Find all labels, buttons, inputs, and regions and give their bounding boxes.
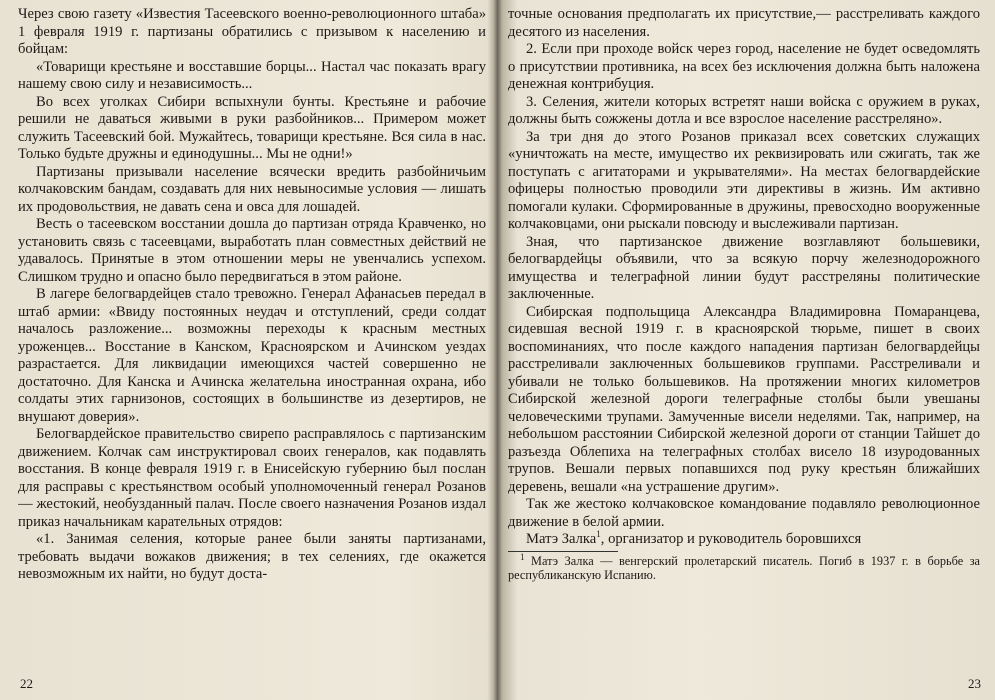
paragraph-tail: , организатор и руководитель боровшихся [600, 531, 862, 547]
paragraph [508, 531, 980, 549]
paragraph-start: Матэ Залка [526, 531, 597, 547]
footnote-text: Матэ Залка — венгерский пролетарский писатель. Погиб в 1937 г. в борьбе за республиканскую Испанию. [508, 553, 980, 582]
paragraph: Зная, что партизанское движение возглавляют большевики, белогвардейцы объявили, что за всякую порчу железнодорожного имущества и телеграфной линии будут расстреляны политические заключенные. [508, 233, 980, 302]
paragraph: За три дня до этого Розанов приказал всех советских служащих «уничтожать на месте, имущество их реквизировать или сжигать, так же поступать с агитаторами и укрывателями». На местах белогвардейские офицеры полностью проводили эти директивы в жизнь. Им активно помогали кулаки. Сформированные в дружины, превосходно вооруженные колчаковцами, они рыскали повсюду и выслеживали партизан. [508, 128, 980, 232]
page-number-left: 22 [20, 676, 33, 691]
page-number-right: 23 [968, 676, 981, 691]
paragraph: 2. Если при проходе войск через город, население не будет осведомлять о присутствии противника, на всех без исключения должна быть наложена денежная контрибуция. [508, 41, 980, 92]
paragraph: точные основания предполагать их присутствие,— расстреливать каждого десятого из населения. [508, 6, 980, 40]
footnote-number: 1 [520, 551, 525, 562]
paragraph: «1. Занимая селения, которые ранее были заняты партизанами, требовать выдачи вожаков движения; в тех селениях, где окажется невозможным их найти, но будут доста- [18, 531, 486, 582]
paragraph: Белогвардейское правительство свирепо расправлялось с партизанским движением. Колчак сам инструктировал своих генералов, как подавлять восстания. В конце февраля 1919 г. в Енисейскую губернию был послан для расправы с крестьянством особый уполномоченный генерал Розанов — жестокий, необузданный палач. После своего назначения Розанов издал приказ начальникам карательных отрядов: [18, 426, 486, 530]
footnote-marker: 1 [596, 529, 601, 540]
paragraph: Во всех уголках Сибири вспыхнули бунты. Крестьяне и рабочие решили не даваться живыми в руки разбойников... Примером может служить Тасеевский бой. Мужайтесь, товарищи крестьяне. Вся сила в нас. Только будьте дружны и единодушны... Мы не одни!» [18, 93, 486, 162]
paragraph: Весть о тасеевском восстании дошла до партизан отряда Кравченко, но установить связь с тасеевцами, выработать план совместных действий не удавалось. Принятые в этом отношении меры не увенчались успехом. Слишком трудно и опасно было передвигаться в этом районе. [18, 216, 486, 285]
paragraph: Так же жестоко колчаковское командование подавляло революционное движение в белой армии. [508, 496, 980, 530]
footnote [508, 551, 980, 582]
left-page [18, 6, 486, 696]
paragraph: В лагере белогвардейцев стало тревожно. Генерал Афанасьев передал в штаб армии: «Ввиду постоянных неудач и отступлений, среди солдат началось разложение... возможны переходы к красным местных уроженцев... Восстание в Канском, Красноярском и Ачинском уездах разрастается. Для ликвидации имеющихся частей совершенно не достаточно. Для Канска и Ачинска желательна иностранная охрана, ибо солдаты этих гарнизонов, состоящих в большинстве из дезертиров, не внушают доверия». [18, 286, 486, 425]
paragraph: 3. Селения, жители которых встретят наши войска с оружием в руках, должны быть сожжены дотла и все взрослое население расстреляно». [508, 93, 980, 127]
paragraph: Через свою газету «Известия Тасеевского военно-революционного штаба» 1 февраля 1919 г. партизаны обратились с призывом к населению и бойцам: [18, 6, 486, 57]
paragraph: «Товарищи крестьяне и восставшие борцы... Настал час показать врагу нашему свою силу и независимость... [18, 58, 486, 92]
paragraph: Сибирская подпольщица Александра Владимировна Помаранцева, сидевшая весной 1919 г. в красноярской тюрьме, пишет в своих воспоминаниях, что после каждого нападения партизан белогвардейцы расстреливали заключенных большевиков группами. Расстреливали и убивали не только большевиков. На протяжении многих километров Сибирской железной дороги телеграфные столбы были увешаны человеческими трупами. Замученные висели неделями. Так, например, на небольшом расстоянии Сибирской железной дороги от станции Тайшет до разъезда Облепиха на телеграфных столбах висело 18 изуродованных трупов. Вешали первых попавшихся под руку крестьян ближайших деревень, вешали «на устрашение другим». [508, 303, 980, 495]
paragraph: Партизаны призывали население всячески вредить разбойничьим колчаковским бандам, создавать для них невыносимые условия — лишать их продовольствия, не давать сена и овса для лошадей. [18, 163, 486, 215]
right-page [508, 6, 980, 696]
